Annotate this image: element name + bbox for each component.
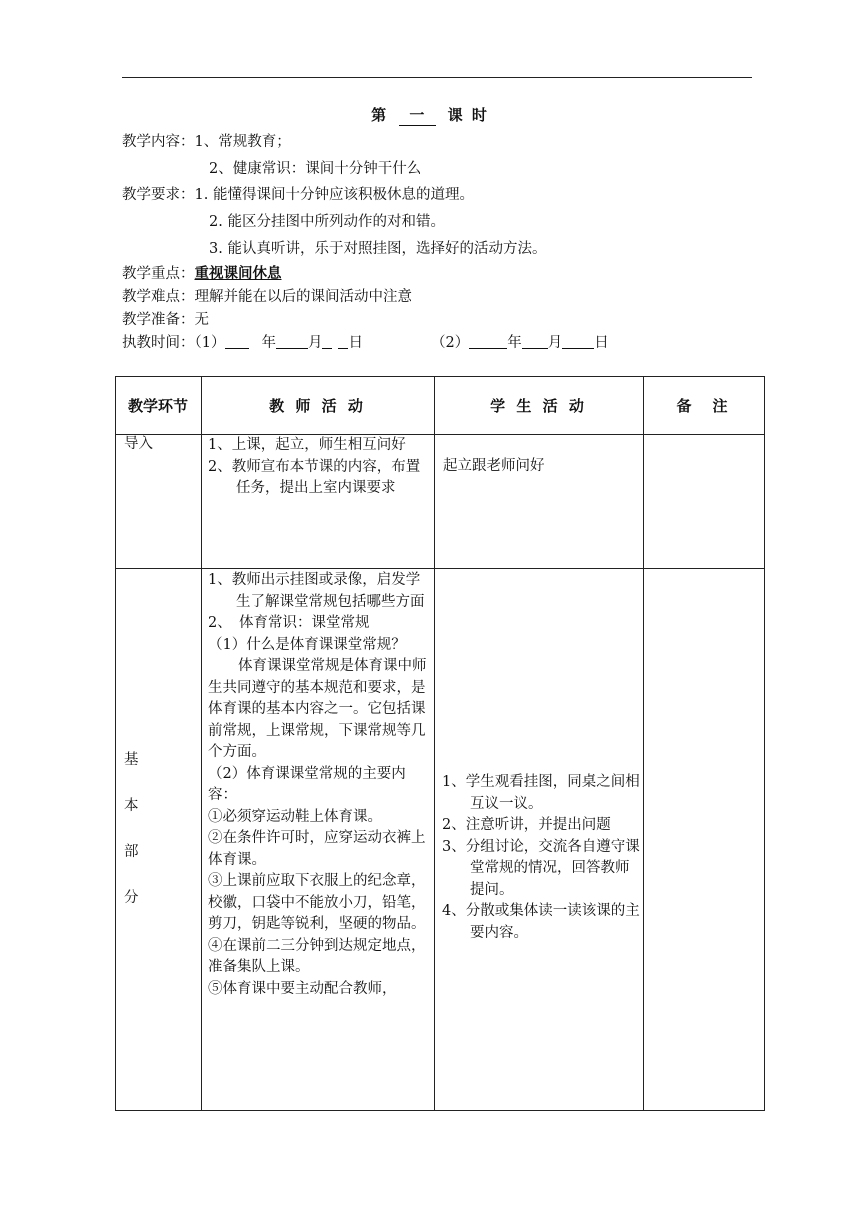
header-rule: [122, 77, 752, 78]
key-point-value: 重视课间休息: [194, 265, 282, 282]
stage-main-char-2: 本: [124, 798, 139, 814]
student-intro: 起立跟老师问好: [443, 458, 545, 474]
content-line-1: 教学内容：1、常规教育；: [122, 134, 291, 150]
stage-intro: 导入: [124, 436, 153, 452]
year-blank-1: [225, 334, 249, 349]
title-number: 一: [399, 104, 436, 126]
schedule-line: 执教时间：（1） 年 月 日 （2） 年 月 日: [122, 335, 609, 351]
month-blank-1: [276, 334, 308, 349]
requirement-line-3: 3. 能认真听讲，乐于对照挂图，选择好的活动方法。: [209, 241, 547, 257]
preparation-line: 教学准备：无: [122, 312, 209, 328]
key-point-line: 教学重点：重视课间休息: [122, 265, 282, 282]
stage-main-char-3: 部: [124, 844, 139, 860]
requirement-line-1: 教学要求：1. 能懂得课间十分钟应该积极休息的道理。: [122, 187, 474, 203]
requirement-line-2: 2. 能区分挂图中所列动作的对和错。: [209, 214, 445, 230]
title-prefix: 第: [371, 106, 389, 124]
header-teacher: 教 师 活 动: [269, 396, 366, 415]
stage-main-char-4: 分: [124, 890, 139, 906]
header-student: 学 生 活 动: [490, 396, 587, 415]
year-blank-2: [469, 334, 507, 349]
day-blank-1b: [338, 334, 348, 349]
day-blank-1a: [322, 334, 332, 349]
month-blank-2: [522, 334, 548, 349]
title-suffix: 课 时: [447, 106, 489, 124]
student-main: 1、学生观看挂图，同桌之间相互议一议。 2、注意听讲，并提出问题 3、分组讨论，交流各自遵守课堂常规的情况，回答教师提问。 4、分散或集体读一读该课的主要内容。: [442, 774, 640, 941]
day-blank-2: [562, 334, 594, 349]
stage-main-char-1: 基: [124, 752, 139, 768]
lesson-table: [115, 376, 765, 1111]
content-line-2: 2、健康常识：课间十分钟干什么: [209, 161, 422, 177]
teacher-intro: 1、上课，起立，师生相互问好 2、教师宣布本节课的内容，布置任务，提出上室内课要求: [208, 437, 421, 496]
header-remarks: 备 注: [676, 396, 731, 415]
teacher-main: 1、教师出示挂图或录像，启发学生了解课堂常规包括哪些方面 2、 体育常识：课堂常规 （1）什么是体育课课堂常规？ 体育课课堂常规是体育课中师生共同遵守的基本规范和要求，是体育课的基本内容之一。它包括课前常规，上课常规，下课常规等几个方面。 （2）体育课课堂常规的主要内容： ①必须穿运动鞋上体育课。 ②在条件许可时，应穿运动衣裤上体育课。 ③上课前应取下衣服上的纪念章，校徽，口袋中不能放小刀，铅笔，剪刀，钥匙等锐利，坚硬的物品。 ④在课前二三分钟到达规定地点，准备集队上课。 ⑤体育课中要主动配合教师，: [208, 572, 427, 997]
lesson-title: [0, 104, 860, 126]
header-stage: 教学环节: [127, 396, 188, 415]
difficulty-line: 教学难点：理解并能在以后的课间活动中注意: [122, 289, 412, 305]
